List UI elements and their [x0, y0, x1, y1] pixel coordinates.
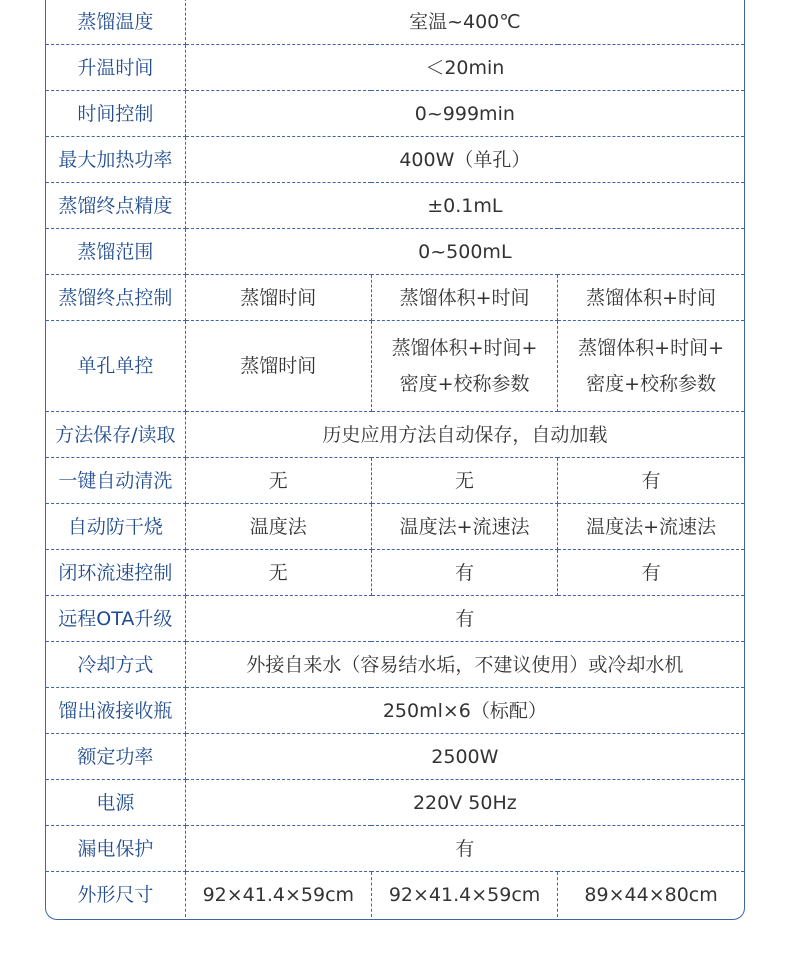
spec-row: [46, 229, 744, 275]
spec-row: [46, 872, 744, 918]
spec-table-container: [45, 0, 745, 920]
spec-value: 220V 50Hz: [185, 780, 744, 826]
spec-label: 额定功率: [46, 734, 185, 780]
spec-label: 外形尺寸: [46, 872, 185, 918]
spec-value: 0~500mL: [185, 229, 744, 275]
spec-label: 蒸馏终点精度: [46, 183, 185, 229]
spec-value: 92×41.4×59cm: [185, 872, 371, 918]
spec-row: [46, 321, 744, 412]
spec-row: [46, 642, 744, 688]
spec-value: 蒸馏体积+时间+ 密度+校称参数: [371, 321, 557, 412]
spec-value: 400W（单孔）: [185, 137, 744, 183]
spec-value: 历史应用方法自动保存，自动加载: [185, 412, 744, 458]
spec-label: 单孔单控: [46, 321, 185, 412]
spec-value: 室温~400℃: [185, 0, 744, 45]
spec-value: ±0.1mL: [185, 183, 744, 229]
spec-row: [46, 550, 744, 596]
spec-value: ＜20min: [185, 45, 744, 91]
spec-value: 蒸馏时间: [185, 275, 371, 321]
spec-label: 蒸馏终点控制: [46, 275, 185, 321]
spec-value: 有: [371, 550, 557, 596]
spec-label: 远程OTA升级: [46, 596, 185, 642]
spec-value: 92×41.4×59cm: [371, 872, 557, 918]
spec-row: [46, 458, 744, 504]
spec-row: [46, 45, 744, 91]
spec-label: 升温时间: [46, 45, 185, 91]
spec-row: [46, 137, 744, 183]
spec-label: 闭环流速控制: [46, 550, 185, 596]
spec-label: 时间控制: [46, 91, 185, 137]
spec-row: [46, 412, 744, 458]
spec-label: 最大加热功率: [46, 137, 185, 183]
spec-label: 漏电保护: [46, 826, 185, 872]
spec-row: [46, 504, 744, 550]
spec-row: [46, 826, 744, 872]
spec-row: [46, 688, 744, 734]
spec-row: [46, 780, 744, 826]
spec-value: 温度法: [185, 504, 371, 550]
spec-value: 有: [558, 458, 744, 504]
spec-value: 温度法+流速法: [371, 504, 557, 550]
spec-label: 蒸馏范围: [46, 229, 185, 275]
spec-value: 蒸馏时间: [185, 321, 371, 412]
spec-value: 温度法+流速法: [558, 504, 744, 550]
spec-label: 蒸馏温度: [46, 0, 185, 45]
spec-label: 馏出液接收瓶: [46, 688, 185, 734]
spec-value: 有: [185, 826, 744, 872]
spec-value: 有: [558, 550, 744, 596]
spec-value: 蒸馏体积+时间+ 密度+校称参数: [558, 321, 744, 412]
spec-row: [46, 596, 744, 642]
spec-label: 一键自动清洗: [46, 458, 185, 504]
spec-label: 方法保存/读取: [46, 412, 185, 458]
spec-value: 无: [185, 550, 371, 596]
spec-value: 蒸馏体积+时间: [371, 275, 557, 321]
spec-row: [46, 734, 744, 780]
spec-value: 外接自来水（容易结水垢，不建议使用）或冷却水机: [185, 642, 744, 688]
spec-table-body: [46, 0, 744, 917]
spec-value: 89×44×80cm: [558, 872, 744, 918]
spec-row: [46, 183, 744, 229]
spec-label: 电源: [46, 780, 185, 826]
spec-row: [46, 91, 744, 137]
spec-label: 自动防干烧: [46, 504, 185, 550]
spec-value: 250ml×6（标配）: [185, 688, 744, 734]
spec-table: [46, 0, 744, 917]
spec-value: 0~999min: [185, 91, 744, 137]
spec-label: 冷却方式: [46, 642, 185, 688]
spec-value: 无: [185, 458, 371, 504]
spec-value: 有: [185, 596, 744, 642]
spec-row: [46, 275, 744, 321]
spec-row: [46, 0, 744, 45]
spec-value: 无: [371, 458, 557, 504]
spec-value: 蒸馏体积+时间: [558, 275, 744, 321]
spec-value: 2500W: [185, 734, 744, 780]
